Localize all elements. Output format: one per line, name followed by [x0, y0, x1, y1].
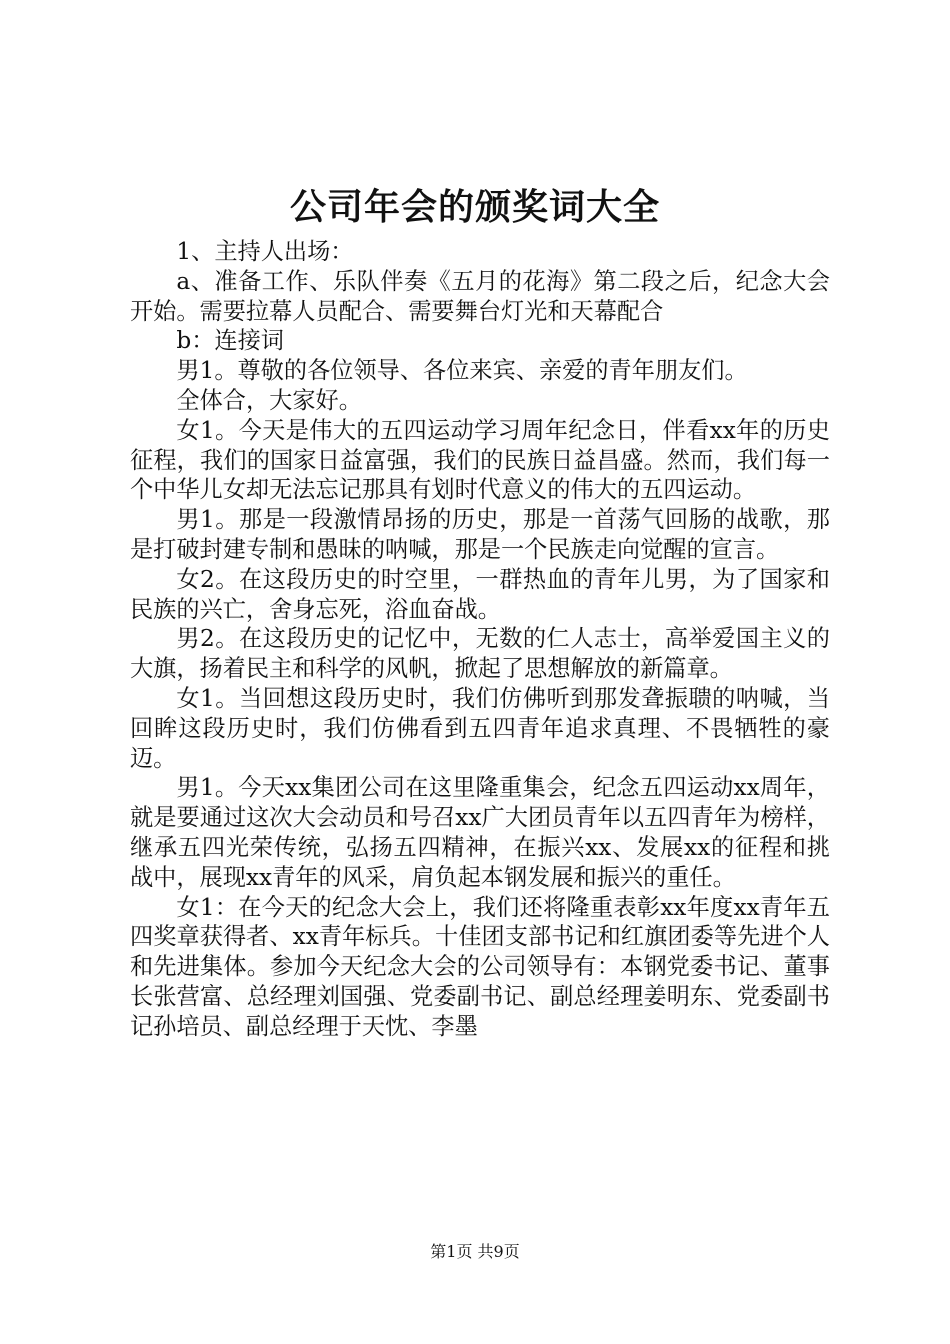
paragraph: 1、主持人出场： — [176, 238, 354, 265]
paragraph: 男1。尊敬的各位领导、各位来宾、亲爱的青年朋友们。 — [176, 357, 748, 385]
paragraph: 女2。在这段历史的时空里，一群热血的青年儿男，为了国家和民族的兴亡，舍身忘死，浴血奋战。 — [130, 565, 830, 623]
paragraph: a、准备工作、乐队伴奏《五月的花海》第二段之后，纪念大会开始。需要拉幕人员配合、需要舞台灯光和天幕配合 — [130, 267, 830, 325]
paragraph: 全体合，大家好。 — [176, 386, 362, 414]
paragraph: 男1。那是一段激情昂扬的历史，那是一首荡气回肠的战歌，那是打破封建专制和愚昧的呐喊，那是一个民族走向觉醒的宣言。 — [130, 506, 830, 563]
paragraph: b：连接词 — [176, 327, 284, 355]
paragraph: 男1。今天xx集团公司在这里隆重集会，纪念五四运动xx周年，就是要通过这次大会动员和号召xx广大团员青年以五四青年为榜样，继承五四光荣传统，弘扬五四精神，在振兴xx、发展xx的征程和挑战中，展现xx青年的风采，肩负起本钢发展和振兴的重任。 — [130, 774, 830, 891]
page-number: 第1页 共9页 — [430, 1242, 520, 1261]
paragraph: 女1。今天是伟大的五四运动学习周年纪念日，伴看xx年的历史征程，我们的国家日益富强，我们的民族日益昌盛。然而，我们每一个中华儿女却无法忘记那具有划时代意义的伟大的五四运动。 — [130, 416, 830, 504]
paragraph: 男2。在这段历史的记忆中，无数的仁人志士，高举爱国主义的大旗，扬着民主和科学的风帆，掀起了思想解放的新篇章。 — [130, 625, 830, 683]
paragraph: 女1：在今天的纪念大会上，我们还将隆重表彰xx年度xx青年五四奖章获得者、xx青年标兵。十佳团支部书记和红旗团委等先进个人和先进集体。参加今天纪念大会的公司领导有：本钢党委书记、董事长张营富、总经理刘国强、党委副书记、副总经理姜明东、党委副书记孙培员、副总经理于天忱、李墨 — [130, 893, 830, 1040]
document-body — [130, 237, 830, 1042]
page-title: 公司年会的颁奖词大全 — [289, 187, 660, 228]
paragraph: 女1。当回想这段历史时，我们仿佛听到那发聋振聩的呐喊，当回眸这段历史时，我们仿佛看到五四青年追求真理、不畏牺牲的豪迈。 — [130, 684, 830, 772]
